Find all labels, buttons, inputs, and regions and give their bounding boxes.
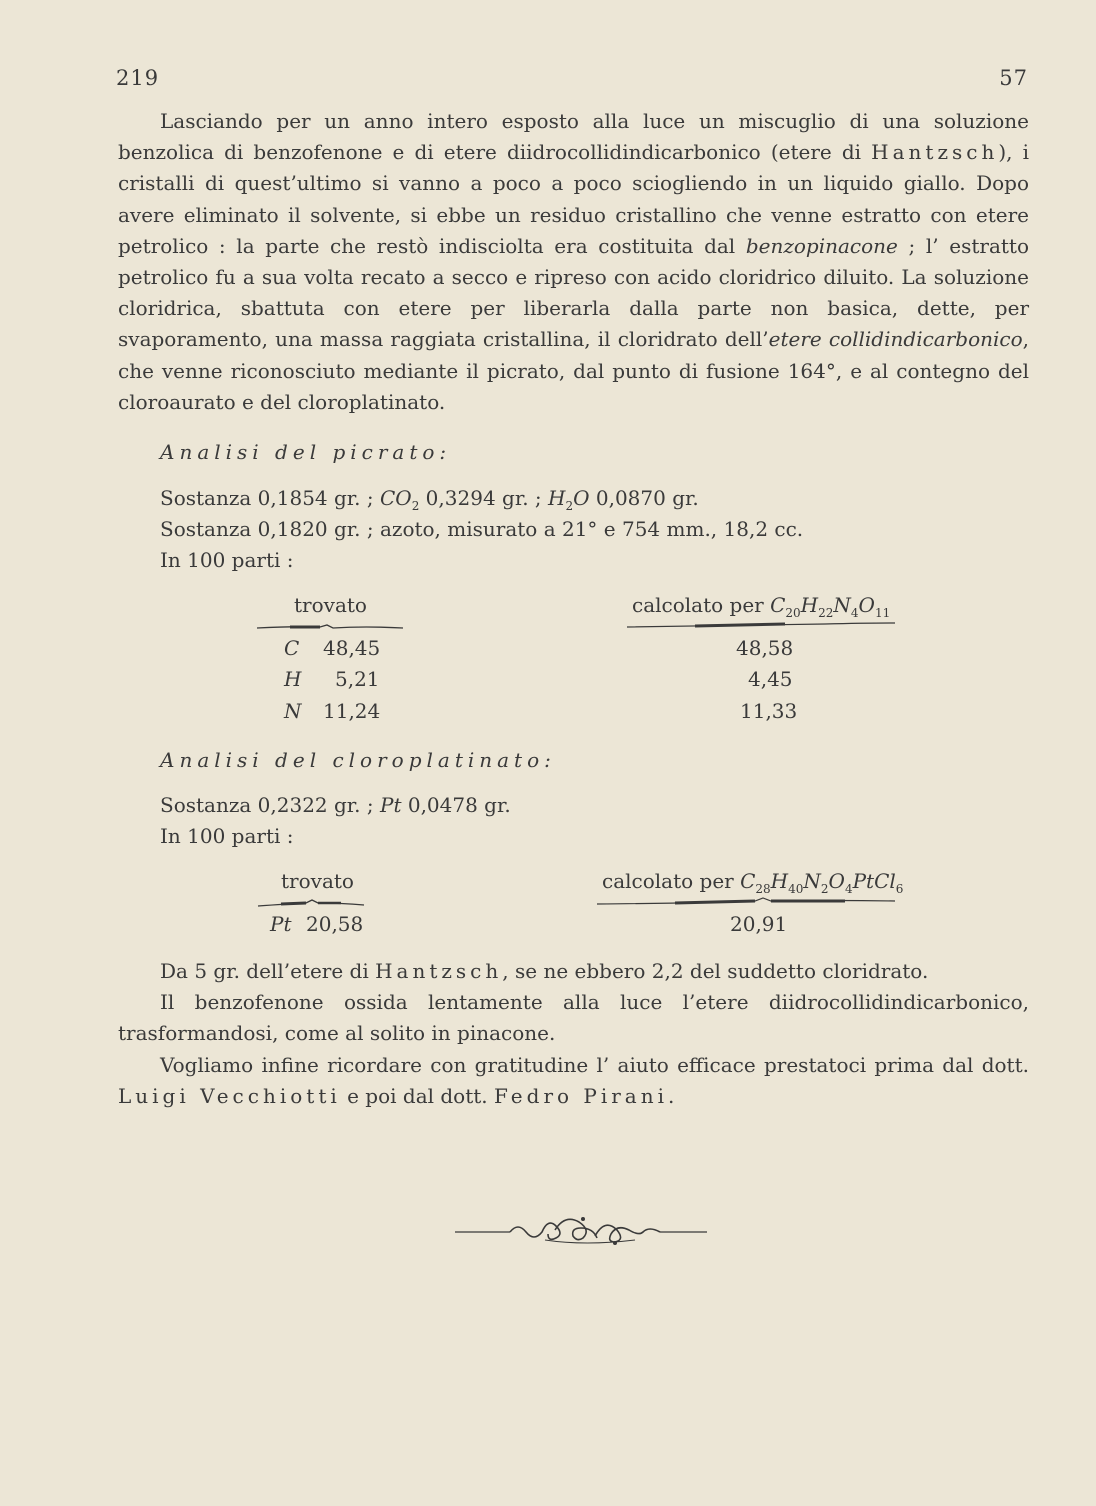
picrato-element-n: N xyxy=(284,699,302,723)
picrato-trovato-header: trovato xyxy=(294,593,367,617)
paragraph-yield: Da 5 gr. dell’etere di Hantzsch, se ne ebbero 2,2 del suddetto cloridrato. xyxy=(160,959,929,983)
cloroplatinato-element-pt: Pt xyxy=(270,912,292,936)
picrato-element-h: H xyxy=(284,667,302,691)
paragraph-oxidation: Il benzofenone ossida lentamente alla luce l’etere diidrocollidindicarbonico, trasformandosi, come al solito in pinacone. xyxy=(118,990,1029,1046)
cloroplatinato-trovato-header: trovato xyxy=(281,869,354,893)
picrato-line-1: Sostanza 0,1854 gr. ; $CO_2$ 0,3294 gr. ; $H_2O$ 0,0870 gr. xyxy=(160,486,699,513)
cloroplatinato-line-2: In 100 parti : xyxy=(160,824,294,848)
page-number-left: 219 xyxy=(116,66,160,90)
picrato-calcolato-rule xyxy=(625,619,897,631)
cloroplatinato-line-1: Sostanza 0,2322 gr. ; Pt 0,0478 gr. xyxy=(160,793,511,817)
cloroplatinato-trovato-rule xyxy=(256,898,366,910)
picrato-calc-n: 11,33 xyxy=(740,699,798,723)
cloroplatinato-found-pt: 20,58 xyxy=(306,912,364,936)
picrato-line-3: In 100 parti : xyxy=(160,548,294,572)
picrato-calcolato-header: calcolato per $C_{20}H_{22}N_4O_{11}$ xyxy=(632,593,891,620)
picrato-heading: Analisi del picrato: xyxy=(160,440,452,464)
picrato-calc-c: 48,58 xyxy=(736,636,794,660)
picrato-line-2: Sostanza 0,1820 gr. ; azoto, misurato a 21° e 754 mm., 18,2 cc. xyxy=(160,517,804,541)
paragraph-thanks: Vogliamo infine ricordare con gratitudine l’ aiuto efficace prestatoci prima dal dott. Luigi Vecchiotti e poi dal dott. Fedro Pirani. xyxy=(118,1052,1029,1108)
picrato-trovato-rule xyxy=(255,622,405,632)
cloroplatinato-calc-pt: 20,91 xyxy=(730,912,788,936)
cloroplatinato-heading: Analisi del cloroplatinato: xyxy=(160,748,556,772)
picrato-element-c: C xyxy=(284,636,300,660)
closing-text xyxy=(118,956,1029,1112)
picrato-found-n: 11,24 xyxy=(323,699,381,723)
picrato-found-c: 48,45 xyxy=(323,636,381,660)
body-text xyxy=(118,106,1029,418)
paragraph-intro: Lasciando per un anno intero esposto alla luce un miscuglio di una soluzione benzolica di benzofenone e di etere diidrocollidindicarbonico (etere di Hantzsch), i cristalli di quest’ultimo si vanno a poco a poco sciogliendo in un liquido giallo. Dopo avere eliminato il solvente, si ebbe un residuo cristallino che venne estratto con etere petrolico : la parte che restò indisciolta era costituita dal benzopinacone ; l’ estratto petrolico fu a sua volta recato a secco e ripreso con acido cloridrico diluito. La soluzione cloridrica, sbattuta con etere per liberarla dalla parte non basica, dette, per svaporamento, una massa raggiata cristallina, il cloridrato dell’etere collidindicarbonico, che venne riconosciuto mediante il picrato, dal punto di fusione 164°, e al contegno del cloroaurato e del cloroplatinato. xyxy=(118,109,1029,414)
picrato-calc-h: 4,45 xyxy=(748,667,793,691)
ornament-flourish-icon xyxy=(455,1210,715,1250)
page-number-right: 57 xyxy=(999,66,1028,90)
picrato-found-h: 5,21 xyxy=(335,667,380,691)
cloroplatinato-calcolato-rule xyxy=(595,895,897,909)
cloroplatinato-calcolato-header: calcolato per $C_{28}H_{40}N_2O_4PtCl_6$ xyxy=(602,869,904,896)
